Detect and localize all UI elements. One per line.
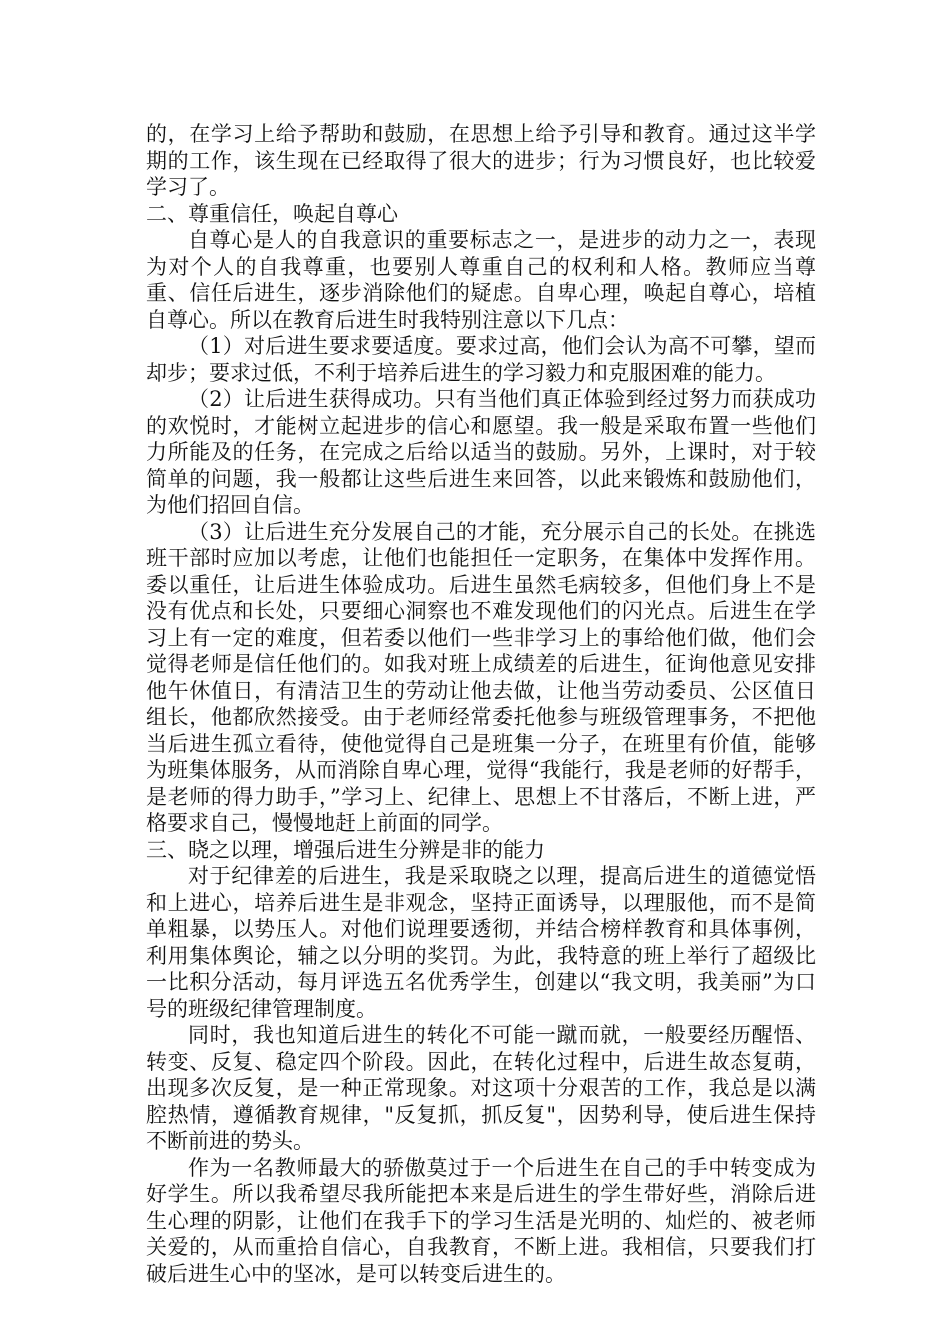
paragraph-continuation: 的，在学习上给予帮助和鼓励，在思想上给予引导和教育。通过这半学期的工作，该生现在已经取得了很大的进步；行为习惯良好，也比较爱学习了。 [146,122,816,199]
paragraph-conclusion: 作为一名教师最大的骄傲莫过于一个后进生在自己的手中转变成为好学生。所以我希望尽我所能把本来是后进生的学生带好些，消除后进生心理的阴影，让他们在我手下的学习生活是光明的、灿烂的、被老师关爱的，从而重拾自信心，自我教育，不断上进。我相信，只要我们打破后进生心中的坚冰，是可以转变后进生的。 [146,1155,816,1286]
paragraph-stages: 同时，我也知道后进生的转化不可能一蹴而就，一般要经历醒悟、转变、反复、稳定四个阶段。因此，在转化过程中，后进生故态复萌，出现多次反复，是一种正常现象。对这项十分艰苦的工作，我总是以满腔热情，遵循教育规律，"反复抓，抓反复"，因势利导，使后进生保持不断前进的势头。 [146,1023,816,1153]
paragraph-reasoning: 对于纪律差的后进生，我是采取晓之以理，提高后进生的道德觉悟和上进心，培养后进生是非观念，坚持正面诱导，以理服他，而不是简单粗暴，以势压人。对他们说理要透彻，并结合榜样教育和具体事例，利用集体舆论，辅之以分明的奖罚。为此，我特意的班上举行了超级比一比积分活动，每月评选五名优秀学生，创建以“我文明，我美丽”为口号的班级纪律管理制度。 [146,864,816,1021]
section-heading-2: 二、尊重信任，唤起自尊心 [146,201,398,226]
paragraph-self-esteem: 自尊心是人的自我意识的重要标志之一，是进步的动力之一，表现为对个人的自我尊重，也要别人尊重自己的权利和人格。教师应当尊重、信任后进生，逐步消除他们的疑虑。自卑心理，唤起自尊心，培植自尊心。所以在教育后进生时我特别注意以下几点： [146,228,816,332]
paragraph-point-1: （1）对后进生要求要适度。要求过高，他们会认为高不可攀，望而却步；要求过低，不利于培养后进生的学习毅力和克服困难的能力。 [146,334,816,385]
paragraph-point-3: （3）让后进生充分发展自己的才能，充分展示自己的长处。在挑选班干部时应加以考虑，让他们也能担任一定职务，在集体中发挥作用。委以重任，让后进生体验成功。后进生虽然毛病较多，但他们身上不是没有优点和长处，只要细心洞察也不难发现他们的闪光点。后进生在学习上有一定的难度，但若委以他们一些非学习上的事给他们做，他们会觉得老师是信任他们的。如我对班上成绩差的后进生，征询他意见安排他午休值日，有清洁卫生的劳动让他去做，让他当劳动委员、公区值日组长，他都欣然接受。由于老师经常委托他参与班级管理事务，不把他当后进生孤立看待，使他觉得自己是班集一分子，在班里有价值，能够为班集体服务，从而消除自卑心理，觉得“我能行，我是老师的好帮手，是老师的得力助手，”学习上、纪律上、思想上不甘落后，不断上进，严格要求自己，慢慢地赶上前面的同学。 [146,519,816,835]
paragraph-point-2: （2）让后进生获得成功。只有当他们真正体验到经过努力而获成功的欢悦时，才能树立起进步的信心和愿望。我一般是采取布置一些他们力所能及的任务，在完成之后给以适当的鼓励。另外，上课时，对于较简单的问题，我一般都让这些后进生来回答，以此来锻炼和鼓励他们，为他们招回自信。 [146,387,816,517]
document-body [146,121,816,1287]
section-heading-3: 三、晓之以理，增强后进生分辨是非的能力 [146,837,545,862]
